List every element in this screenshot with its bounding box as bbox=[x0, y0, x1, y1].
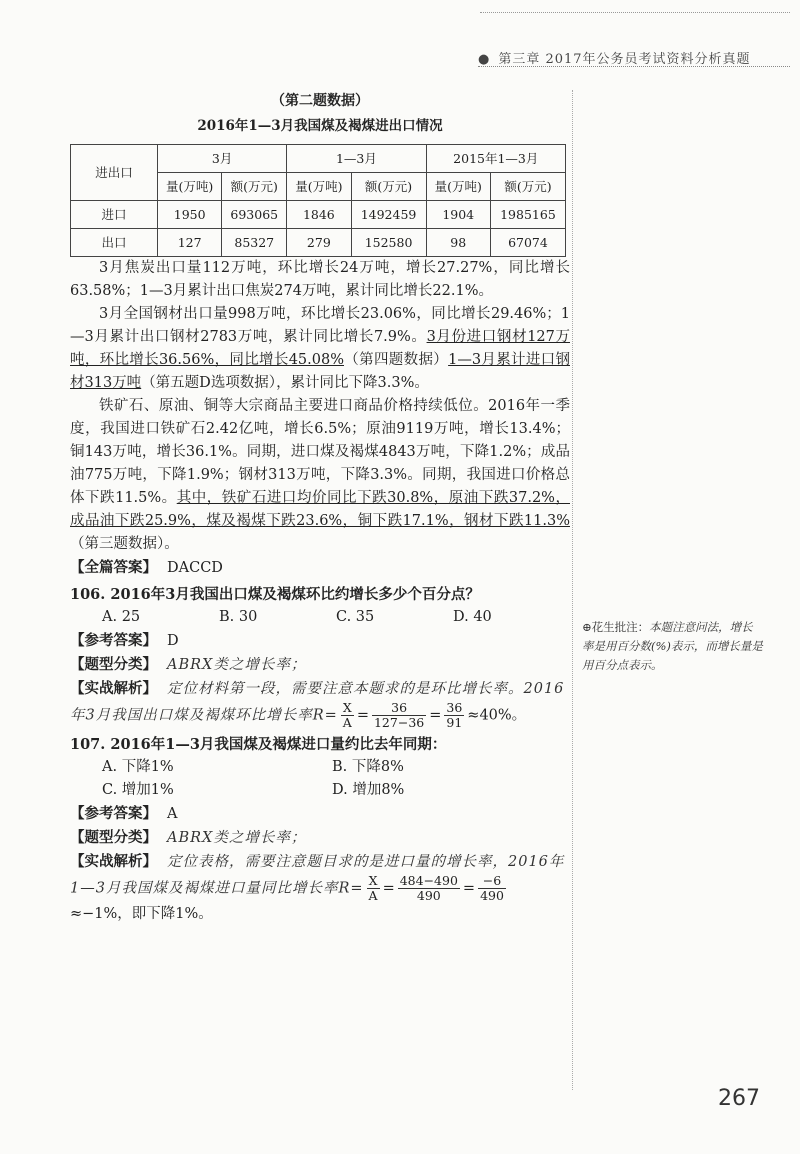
table-row-label: 出口 bbox=[71, 229, 158, 257]
question-stem: 2016年3月我国出口煤及褐煤环比约增长多少个百分点？ bbox=[110, 586, 480, 603]
steel-underlined-2: 1—3月累计进口钢材313万吨 bbox=[70, 352, 570, 391]
equals-sign: = bbox=[382, 880, 395, 897]
question-number: 106. bbox=[70, 586, 106, 603]
table-cell: 85327 bbox=[222, 229, 287, 257]
q4-data-mark: （第四题数据） bbox=[343, 352, 449, 368]
fraction-numerator: 484−490 bbox=[399, 873, 458, 888]
option-d: D. 增加8% bbox=[332, 782, 405, 798]
fraction-numerator: −6 bbox=[478, 874, 506, 889]
table-cell: 127 bbox=[158, 229, 222, 257]
import-export-table bbox=[70, 144, 566, 257]
question-number: 107. bbox=[70, 736, 106, 753]
question-stem: 2016年1—3月我国煤及褐煤进口量约比去年同期： bbox=[110, 736, 447, 753]
options-107-row1 bbox=[102, 756, 570, 779]
running-head-underline bbox=[478, 66, 790, 67]
option-c: C. 增加1% bbox=[102, 782, 174, 798]
page-number: 267 bbox=[718, 1086, 760, 1111]
question-type-label: 【题型分类】 bbox=[70, 656, 157, 673]
paragraph-commodities bbox=[70, 395, 570, 556]
solution-text: 定位材料第一段，需要注意本题求的是环比增长率。2016年3月我国出口煤及褐煤环比增长率R= bbox=[70, 681, 565, 724]
fraction-formula bbox=[367, 874, 380, 903]
equals-sign: = bbox=[356, 707, 369, 724]
option-d: D. 40 bbox=[453, 609, 492, 625]
reference-answer-value: D bbox=[167, 633, 179, 649]
solution-text: 定位表格，需要注意题目求的是进口量的增长率，2016年1—3月我国煤及褐煤进口量同比增长率R= bbox=[70, 854, 565, 897]
fraction-numerator: X bbox=[367, 874, 380, 889]
option-b: B. 下降8% bbox=[332, 759, 404, 775]
steel-text: 3月全国钢材出口量998万吨，环比增长23.06%，同比增长29.46%；1—3月累计出口钢材2783万吨，累计同比增长7.9%。 bbox=[70, 306, 570, 345]
table-subheader: 量(万吨) bbox=[426, 173, 490, 201]
fraction-values bbox=[398, 874, 460, 903]
table-cell: 152580 bbox=[351, 229, 426, 257]
solution-label: 【实战解析】 bbox=[70, 853, 157, 870]
table-cell: 693065 bbox=[222, 201, 287, 229]
fraction-numerator: 36 bbox=[372, 701, 426, 716]
table-group-header: 1—3月 bbox=[287, 145, 426, 173]
option-c: C. 35 bbox=[336, 609, 375, 625]
option-a: A. 下降1% bbox=[102, 759, 174, 775]
running-head-text: 第三章 2017年公务员考试资料分析真题 bbox=[498, 52, 751, 67]
reference-answer-value: A bbox=[167, 806, 178, 822]
options-106 bbox=[102, 606, 570, 629]
table-cell: 279 bbox=[287, 229, 351, 257]
equals-sign: = bbox=[462, 880, 476, 897]
table-group-header: 3月 bbox=[158, 145, 287, 173]
reference-answer-107 bbox=[70, 802, 570, 826]
paragraph-coke-export: 3月焦炭出口量112万吨，环比增长24万吨，增长27.27%，同比增长63.58%；1—3月累计出口焦炭274万吨，累计同比增长22.1%。 bbox=[70, 260, 570, 299]
question-107 bbox=[70, 733, 570, 756]
question-type-106 bbox=[70, 653, 570, 677]
table-row bbox=[71, 201, 566, 229]
table-subheader: 量(万吨) bbox=[287, 173, 351, 201]
q5-data-mark: （第五题D选项数据） bbox=[141, 375, 277, 391]
fraction-denominator: 127−36 bbox=[373, 715, 425, 730]
fraction-numerator: 36 bbox=[446, 700, 463, 715]
reference-answer-label: 【参考答案】 bbox=[70, 805, 157, 822]
question-type-107 bbox=[70, 826, 570, 850]
steel-underlined-1: 3月份进口钢材127万吨，环比增长36.56%，同比增长45.08% bbox=[70, 329, 570, 368]
margin-divider bbox=[572, 90, 573, 1090]
fraction-denominator: A bbox=[342, 715, 352, 730]
table-cell: 1904 bbox=[426, 201, 490, 229]
options-107-row2 bbox=[102, 779, 570, 802]
full-answer bbox=[70, 556, 570, 580]
question-type-value: ABRX类之增长率； bbox=[167, 830, 307, 846]
table-cell: 1846 bbox=[287, 201, 351, 229]
solution-result: ≈40%。 bbox=[467, 707, 527, 724]
fraction-simplified bbox=[478, 874, 506, 903]
table-row-label: 进口 bbox=[71, 201, 158, 229]
commodities-underlined: 其中，铁矿石进口均价同比下跌30.8%，原油下跌37.2%，成品油下跌25.9%，煤及褐煤下跌23.6%，铜下跌17.1%，钢材下跌11.3% bbox=[70, 490, 570, 529]
table-cell: 1985165 bbox=[490, 201, 565, 229]
running-head bbox=[478, 48, 751, 67]
table-cell: 1950 bbox=[158, 201, 222, 229]
reference-answer-label: 【参考答案】 bbox=[70, 632, 157, 649]
table-cell: 98 bbox=[426, 229, 490, 257]
fraction-denominator: 490 bbox=[416, 888, 441, 903]
table-subheader: 额(万元) bbox=[490, 173, 565, 201]
fraction-denominator: A bbox=[368, 888, 378, 903]
solution-106 bbox=[70, 677, 570, 730]
main-column bbox=[70, 90, 570, 926]
table-cell: 1492459 bbox=[351, 201, 426, 229]
header-dotted-rule bbox=[480, 12, 790, 13]
table-header-row bbox=[71, 145, 566, 173]
table-title: 2016年1—3月我国煤及褐煤进出口情况 bbox=[197, 118, 443, 134]
side-annotation bbox=[582, 618, 764, 675]
commodities-text: 铁矿石、原油、铜等大宗商品主要进口商品价格持续低位。2016年一季度，我国进口铁矿石2.42亿吨，增长6.5%；原油9119万吨，增长13.4%；铜143万吨，增长36.1%。同期，进口煤及褐煤4843万吨，下降1.2%；成品油775万吨，下降1.9%；钢材313万吨，下降3.3%。同期，我国进口价格总体下跌11.5%。 bbox=[70, 398, 570, 506]
fraction-values bbox=[372, 701, 426, 730]
paragraph-steel bbox=[70, 303, 570, 395]
table-subheader: 额(万元) bbox=[351, 173, 426, 201]
table-group-header: 2015年1—3月 bbox=[426, 145, 565, 173]
bullet-dot-icon: ● bbox=[478, 52, 491, 67]
table-cell: 67074 bbox=[490, 229, 565, 257]
side-annotation-lead: ⊕花生批注： bbox=[582, 620, 650, 634]
section-title: （第二题数据） bbox=[271, 93, 369, 109]
option-a: A. 25 bbox=[102, 609, 141, 625]
full-answer-value: DACCD bbox=[167, 560, 223, 576]
reference-answer-106 bbox=[70, 629, 570, 653]
fraction-denominator: 91 bbox=[446, 715, 463, 730]
steel-tail: ，累计同比下降3.3%。 bbox=[276, 375, 429, 391]
fraction-numerator: X bbox=[341, 701, 354, 716]
equals-sign: = bbox=[429, 707, 442, 724]
solution-107 bbox=[70, 850, 570, 926]
solution-result: ≈−1%，即下降1%。 bbox=[70, 906, 213, 922]
full-answer-label: 【全篇答案】 bbox=[70, 559, 157, 576]
question-106 bbox=[70, 583, 570, 606]
fraction-simplified bbox=[444, 701, 464, 730]
solution-label: 【实战解析】 bbox=[70, 680, 157, 697]
table-subheader: 额(万元) bbox=[222, 173, 287, 201]
fraction-formula bbox=[341, 701, 354, 730]
commodities-end: 。 bbox=[164, 536, 179, 552]
table-subheader: 量(万吨) bbox=[158, 173, 222, 201]
table-row bbox=[71, 229, 566, 257]
table-row-header: 进出口 bbox=[71, 145, 158, 201]
option-b: B. 30 bbox=[219, 609, 258, 625]
question-type-label: 【题型分类】 bbox=[70, 829, 157, 846]
q3-data-mark: （第三题数据） bbox=[70, 536, 165, 552]
fraction-denominator: 490 bbox=[480, 888, 504, 903]
question-type-value: ABRX类之增长率； bbox=[167, 657, 307, 673]
side-annotation-text: 本题注意问法，增长率是用百分数(%)表示，而增长量是用百分点表示。 bbox=[582, 620, 763, 672]
